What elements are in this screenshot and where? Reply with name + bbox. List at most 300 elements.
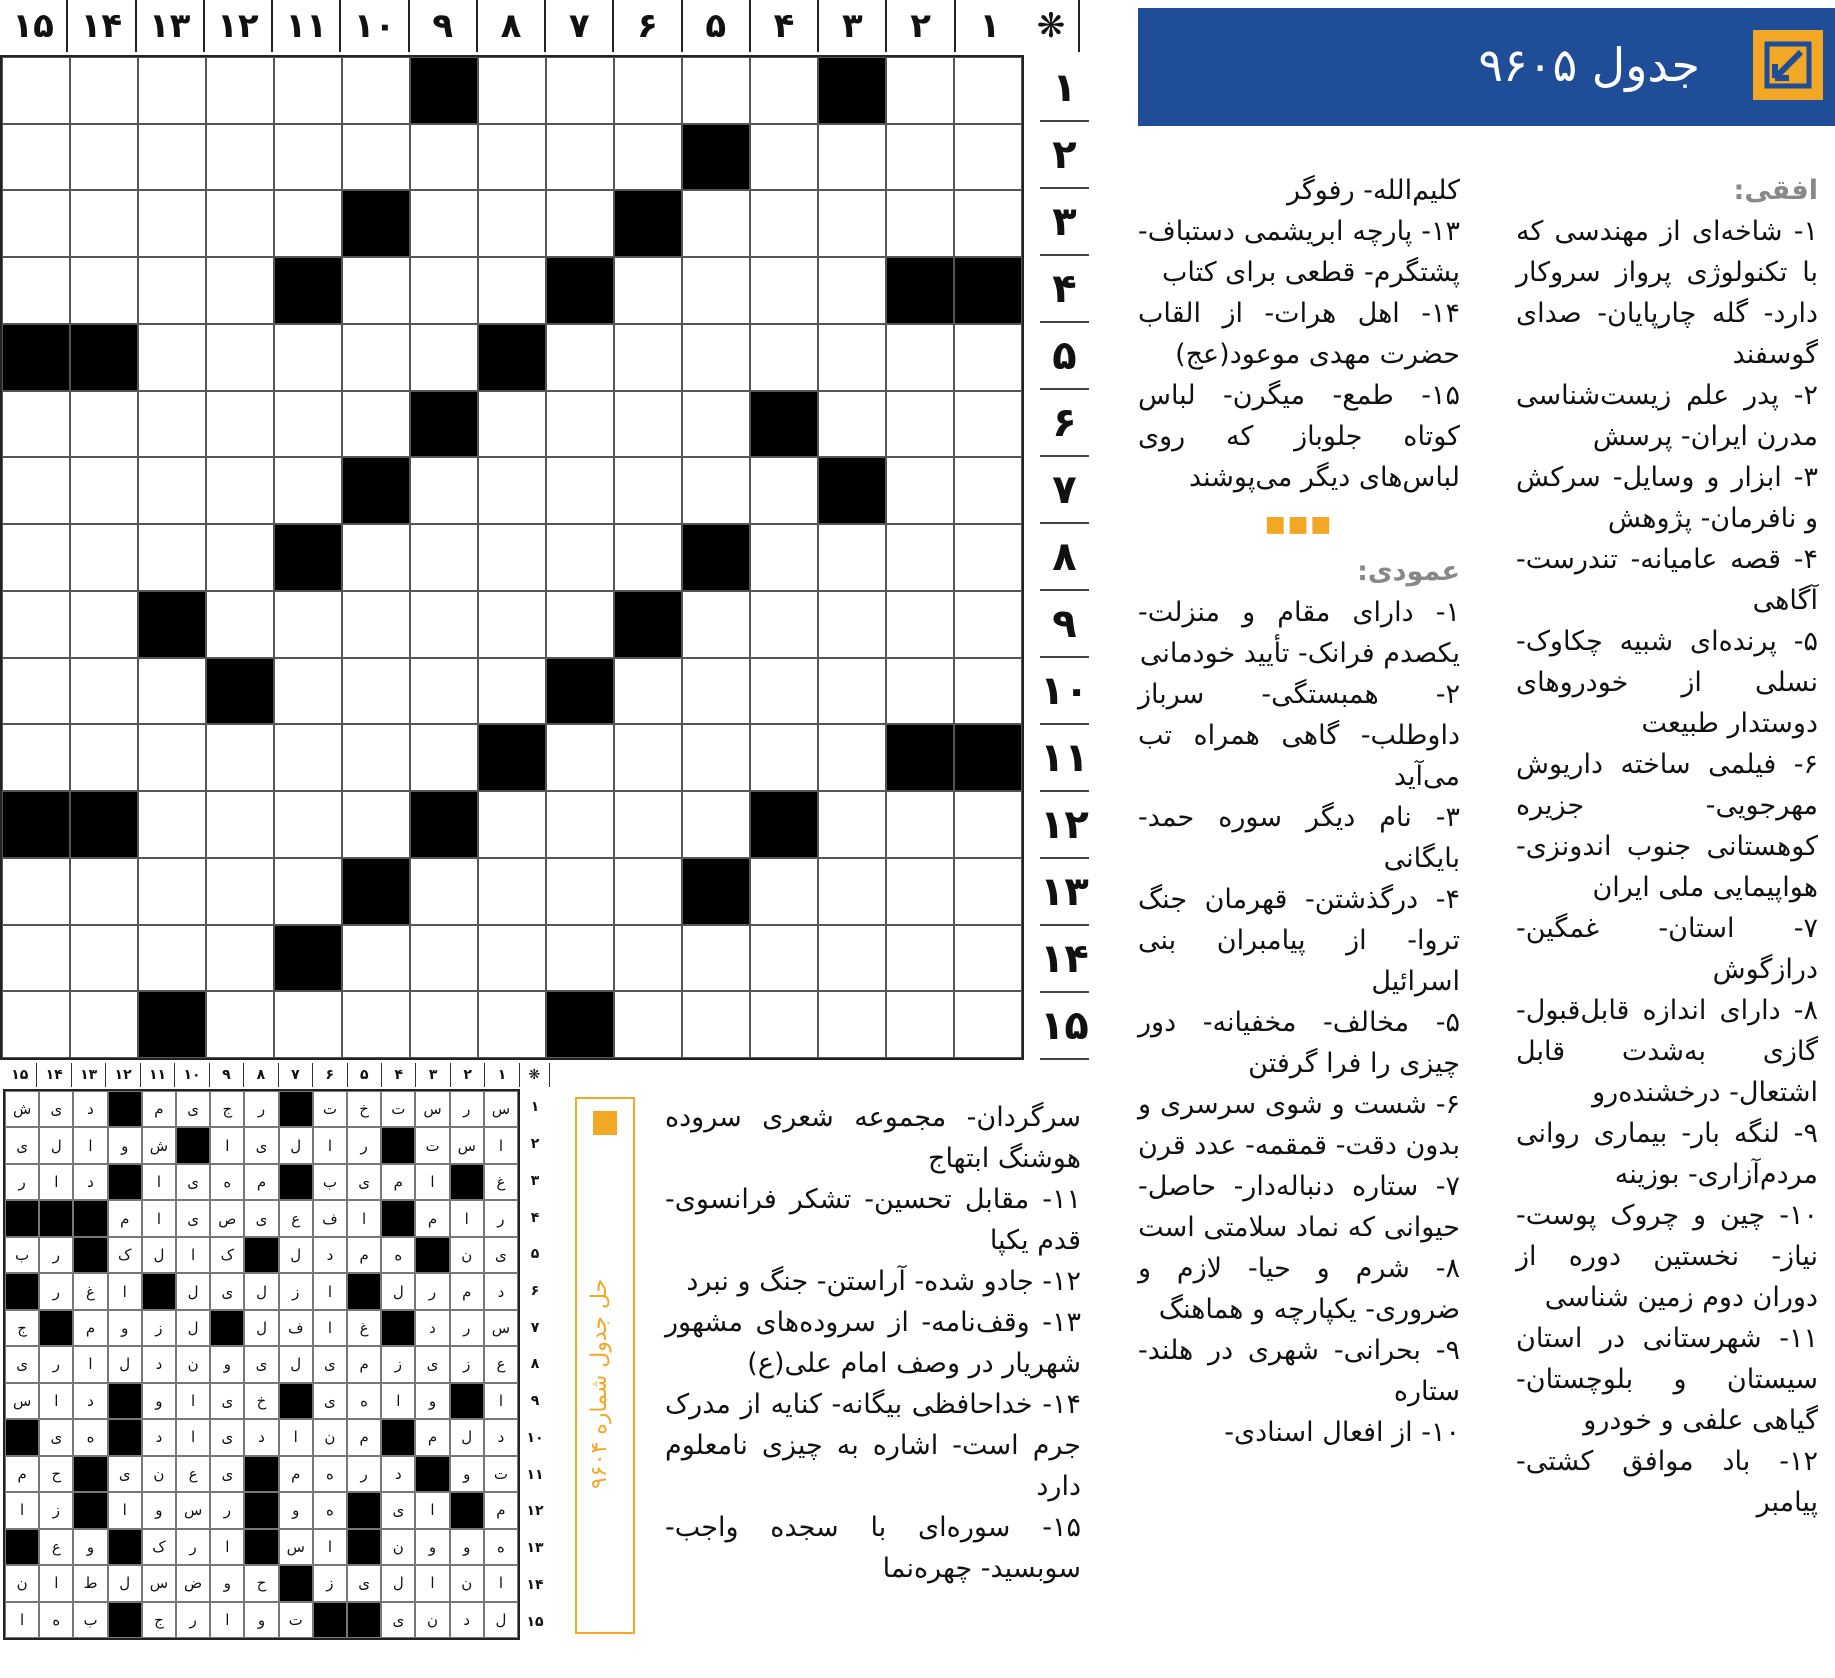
row-number: ۱۳ xyxy=(1040,859,1089,926)
grid-cell[interactable] xyxy=(954,925,1022,992)
solution-cell: ل xyxy=(244,1310,278,1346)
solution-cell: ب xyxy=(73,1602,107,1638)
solution-cell: ل xyxy=(381,1273,415,1309)
grid-cell[interactable] xyxy=(614,324,682,391)
solution-cell: ط xyxy=(73,1565,107,1601)
grid-cell[interactable] xyxy=(546,925,614,992)
grid-cell[interactable] xyxy=(70,925,138,992)
grid-cell[interactable] xyxy=(546,858,614,925)
solution-cell: ا xyxy=(142,1200,176,1236)
grid-cell[interactable] xyxy=(138,57,206,124)
grid-cell[interactable] xyxy=(818,724,886,791)
grid-cell[interactable] xyxy=(274,190,342,257)
black-cell xyxy=(2,324,70,391)
solution-column-number: ۱۴ xyxy=(37,1063,71,1087)
grid-cell[interactable] xyxy=(70,991,138,1058)
solution-cell: ر xyxy=(39,1273,73,1309)
grid-cell[interactable] xyxy=(750,658,818,725)
solution-cell: ی xyxy=(381,1602,415,1638)
grid-cell[interactable] xyxy=(886,925,954,992)
grid-cell[interactable] xyxy=(818,925,886,992)
grid-cell[interactable] xyxy=(546,391,614,458)
row-number: ۶ xyxy=(1040,390,1089,457)
grid-cell[interactable] xyxy=(614,658,682,725)
grid-cell[interactable] xyxy=(750,591,818,658)
grid-cell[interactable] xyxy=(410,858,478,925)
solution-cell: ر xyxy=(39,1237,73,1273)
grid-cell[interactable] xyxy=(274,591,342,658)
grid-cell[interactable] xyxy=(954,190,1022,257)
grid-cell[interactable] xyxy=(954,658,1022,725)
grid-cell[interactable] xyxy=(954,591,1022,658)
grid-cell[interactable] xyxy=(206,324,274,391)
column-number: ۱۲ xyxy=(205,0,273,52)
solution-cell: ش xyxy=(142,1127,176,1163)
grid-cell[interactable] xyxy=(478,858,546,925)
grid-cell[interactable] xyxy=(138,391,206,458)
puzzle-header xyxy=(1138,8,1835,126)
grid-cell[interactable] xyxy=(546,791,614,858)
black-cell xyxy=(546,658,614,725)
grid-cell[interactable] xyxy=(954,457,1022,524)
solution-column-number: ۱۳ xyxy=(72,1063,106,1087)
column-number: ۱ xyxy=(979,6,1001,46)
grid-cell[interactable] xyxy=(886,57,954,124)
grid-cell[interactable] xyxy=(70,457,138,524)
grid-cell[interactable] xyxy=(342,124,410,191)
solution-black-cell xyxy=(279,1565,313,1601)
solution-cell: و xyxy=(415,1529,449,1565)
grid-cell[interactable] xyxy=(750,858,818,925)
grid-cell[interactable] xyxy=(206,791,274,858)
solution-cell: ن xyxy=(176,1346,210,1382)
solution-cell: س xyxy=(142,1565,176,1601)
clue: ۵- پرنده‌ای شبیه چکاوک- نسلی از خودروهای دوستدار طبیعت xyxy=(1516,626,1818,739)
grid-cell[interactable] xyxy=(546,724,614,791)
grid-cell[interactable] xyxy=(410,124,478,191)
grid-cell[interactable] xyxy=(2,457,70,524)
grid-cell[interactable] xyxy=(138,124,206,191)
grid-cell[interactable] xyxy=(70,591,138,658)
grid-cell[interactable] xyxy=(750,991,818,1058)
grid-cell[interactable] xyxy=(682,591,750,658)
solution-cell: س xyxy=(484,1091,518,1127)
solution-cell: ا xyxy=(5,1492,39,1528)
solution-cell: ر xyxy=(244,1091,278,1127)
grid-cell[interactable] xyxy=(342,591,410,658)
grid-cell[interactable] xyxy=(138,858,206,925)
grid-cell[interactable] xyxy=(614,925,682,992)
grid-cell[interactable] xyxy=(886,324,954,391)
solution-cell: ر xyxy=(415,1273,449,1309)
grid-cell[interactable] xyxy=(954,324,1022,391)
grid-cell[interactable] xyxy=(886,791,954,858)
solution-cell: ی xyxy=(210,1456,244,1492)
grid-cell[interactable] xyxy=(818,257,886,324)
solution-black-cell xyxy=(108,1383,142,1419)
grid-cell[interactable] xyxy=(206,858,274,925)
grid-cell[interactable] xyxy=(614,524,682,591)
grid-cell[interactable] xyxy=(274,658,342,725)
grid-cell[interactable] xyxy=(138,324,206,391)
grid-cell[interactable] xyxy=(478,591,546,658)
solution-cell: ل xyxy=(279,1237,313,1273)
solution-cell: و xyxy=(73,1529,107,1565)
across-heading: افقی: xyxy=(1733,175,1818,206)
column-number: ❋ xyxy=(1024,0,1080,52)
grid-cell[interactable] xyxy=(206,257,274,324)
solution-cell: م xyxy=(142,1091,176,1127)
solution-cell: م xyxy=(347,1237,381,1273)
grid-cell[interactable] xyxy=(342,925,410,992)
solution-column-number: ۱۰ xyxy=(175,1063,209,1087)
solution-cell: ا xyxy=(210,1602,244,1638)
grid-cell[interactable] xyxy=(682,724,750,791)
solution-cell: م xyxy=(244,1164,278,1200)
clue: ۱۰- از افعال اسنادی- xyxy=(1224,1417,1460,1448)
solution-cell: ج xyxy=(5,1310,39,1346)
grid-cell[interactable] xyxy=(342,391,410,458)
grid-cell[interactable] xyxy=(478,124,546,191)
solution-black-cell xyxy=(108,1529,142,1565)
grid-cell[interactable] xyxy=(682,658,750,725)
grid-cell[interactable] xyxy=(70,524,138,591)
grid-cell[interactable] xyxy=(2,658,70,725)
solution-cell: ل xyxy=(381,1565,415,1601)
solution-black-cell xyxy=(279,1164,313,1200)
black-cell xyxy=(410,57,478,124)
grid-cell[interactable] xyxy=(410,190,478,257)
solution-black-cell xyxy=(210,1310,244,1346)
grid-cell[interactable] xyxy=(818,791,886,858)
grid-cell[interactable] xyxy=(478,391,546,458)
grid-cell[interactable] xyxy=(682,925,750,992)
solution-cell: غ xyxy=(347,1310,381,1346)
grid-cell[interactable] xyxy=(546,524,614,591)
solution-cell: ا xyxy=(313,1529,347,1565)
grid-cell[interactable] xyxy=(682,391,750,458)
clue: ۹- بحرانی- شهری در هلند- ستاره xyxy=(1138,1335,1460,1407)
grid-cell[interactable] xyxy=(2,724,70,791)
solution-cell: ی xyxy=(5,1127,39,1163)
grid-cell[interactable] xyxy=(206,925,274,992)
grid-cell[interactable] xyxy=(886,991,954,1058)
solution-grid xyxy=(3,1089,520,1640)
grid-cell[interactable] xyxy=(886,591,954,658)
solution-cell: ه xyxy=(347,1383,381,1419)
grid-cell[interactable] xyxy=(274,858,342,925)
grid-cell[interactable] xyxy=(546,57,614,124)
grid-cell[interactable] xyxy=(682,791,750,858)
solution-label: حل جدول شماره ۹۶۰۴ xyxy=(587,1278,612,1490)
solution-black-cell xyxy=(415,1456,449,1492)
solution-cell: ع xyxy=(39,1529,73,1565)
grid-cell[interactable] xyxy=(818,858,886,925)
grid-cell[interactable] xyxy=(546,190,614,257)
solution-cell: ل xyxy=(142,1237,176,1273)
small-logo-icon xyxy=(593,1111,617,1135)
grid-cell[interactable] xyxy=(954,57,1022,124)
grid-cell[interactable] xyxy=(138,791,206,858)
grid-cell[interactable] xyxy=(954,858,1022,925)
grid-cell[interactable] xyxy=(818,391,886,458)
grid-cell[interactable] xyxy=(2,858,70,925)
grid-cell[interactable] xyxy=(2,190,70,257)
grid-cell[interactable] xyxy=(70,724,138,791)
crossword-grid[interactable] xyxy=(0,55,1024,1060)
grid-cell[interactable] xyxy=(2,124,70,191)
grid-cell[interactable] xyxy=(614,257,682,324)
black-cell xyxy=(682,124,750,191)
clue: ۱۵- سوره‌ای با سجده واجب- سوبسید- چهره‌نما xyxy=(665,1512,1081,1584)
clue: ۶- فیلمی ساخته داریوش مهرجویی- جزیره کوهستانی جنوب اندونزی- هواپیمایی ملی ایران xyxy=(1516,749,1818,903)
grid-cell[interactable] xyxy=(682,324,750,391)
grid-cell[interactable] xyxy=(682,190,750,257)
grid-cell[interactable] xyxy=(138,724,206,791)
grid-cell[interactable] xyxy=(818,124,886,191)
grid-cell[interactable] xyxy=(138,457,206,524)
solution-cell: ز xyxy=(450,1346,484,1382)
grid-cell[interactable] xyxy=(274,324,342,391)
grid-cell[interactable] xyxy=(886,190,954,257)
grid-cell[interactable] xyxy=(954,391,1022,458)
grid-cell[interactable] xyxy=(818,524,886,591)
grid-cell[interactable] xyxy=(886,391,954,458)
grid-cell[interactable] xyxy=(750,257,818,324)
grid-cell[interactable] xyxy=(410,324,478,391)
grid-cell[interactable] xyxy=(886,858,954,925)
grid-cell[interactable] xyxy=(410,658,478,725)
grid-cell[interactable] xyxy=(886,524,954,591)
grid-cell[interactable] xyxy=(2,925,70,992)
solution-black-cell xyxy=(347,1529,381,1565)
grid-cell[interactable] xyxy=(818,991,886,1058)
grid-cell[interactable] xyxy=(206,124,274,191)
grid-cell[interactable] xyxy=(478,925,546,992)
grid-cell[interactable] xyxy=(274,391,342,458)
solution-cell: ل xyxy=(279,1127,313,1163)
grid-cell[interactable] xyxy=(614,391,682,458)
grid-cell[interactable] xyxy=(614,991,682,1058)
grid-cell[interactable] xyxy=(478,524,546,591)
grid-cell[interactable] xyxy=(2,591,70,658)
solution-cell: م xyxy=(381,1164,415,1200)
grid-cell[interactable] xyxy=(614,124,682,191)
grid-cell[interactable] xyxy=(682,57,750,124)
solution-cell: م xyxy=(415,1419,449,1455)
grid-cell[interactable] xyxy=(274,791,342,858)
grid-cell[interactable] xyxy=(954,124,1022,191)
grid-cell[interactable] xyxy=(478,658,546,725)
grid-cell[interactable] xyxy=(886,457,954,524)
grid-cell[interactable] xyxy=(342,658,410,725)
grid-cell[interactable] xyxy=(410,724,478,791)
grid-cell[interactable] xyxy=(478,57,546,124)
grid-cell[interactable] xyxy=(70,190,138,257)
grid-cell[interactable] xyxy=(750,124,818,191)
grid-cell[interactable] xyxy=(274,124,342,191)
grid-cell[interactable] xyxy=(478,457,546,524)
clue: ۲- همبستگی- سرباز داوطلب- گاهی همراه تب می‌آید xyxy=(1138,679,1460,792)
grid-cell[interactable] xyxy=(342,57,410,124)
solution-black-cell xyxy=(108,1419,142,1455)
grid-cell[interactable] xyxy=(342,724,410,791)
grid-cell[interactable] xyxy=(750,724,818,791)
grid-cell[interactable] xyxy=(138,190,206,257)
solution-cell: ر xyxy=(176,1602,210,1638)
grid-cell[interactable] xyxy=(750,190,818,257)
grid-cell[interactable] xyxy=(682,257,750,324)
row-number: ۱۴ xyxy=(1040,926,1089,993)
clue: ۷- استان- غمگین- درازگوش xyxy=(1516,913,1818,985)
solution-black-cell xyxy=(73,1237,107,1273)
grid-cell[interactable] xyxy=(138,524,206,591)
solution-black-cell xyxy=(176,1127,210,1163)
solution-cell: ا xyxy=(415,1492,449,1528)
grid-cell[interactable] xyxy=(410,591,478,658)
grid-cell[interactable] xyxy=(886,124,954,191)
black-cell xyxy=(818,57,886,124)
grid-cell[interactable] xyxy=(342,791,410,858)
solution-black-cell xyxy=(347,1602,381,1638)
solution-cell: م xyxy=(415,1200,449,1236)
grid-cell[interactable] xyxy=(614,457,682,524)
grid-cell[interactable] xyxy=(342,324,410,391)
grid-cell[interactable] xyxy=(342,991,410,1058)
grid-cell[interactable] xyxy=(954,991,1022,1058)
solution-cell: ه xyxy=(313,1456,347,1492)
solution-row-number: ۱ xyxy=(530,1099,540,1116)
grid-cell[interactable] xyxy=(750,925,818,992)
grid-cell[interactable] xyxy=(2,391,70,458)
black-cell xyxy=(410,391,478,458)
grid-cell[interactable] xyxy=(478,257,546,324)
grid-cell[interactable] xyxy=(410,991,478,1058)
grid-cell[interactable] xyxy=(818,324,886,391)
grid-cell[interactable] xyxy=(954,524,1022,591)
grid-cell[interactable] xyxy=(342,257,410,324)
grid-cell[interactable] xyxy=(750,57,818,124)
solution-cell: ه xyxy=(210,1164,244,1200)
grid-cell[interactable] xyxy=(206,190,274,257)
grid-cell[interactable] xyxy=(818,190,886,257)
solution-cell: ا xyxy=(210,1529,244,1565)
clue: ۱۴- خداحافظی بیگانه- کنایه از مدرک جرم است- اشاره به چیزی نامعلوم دارد xyxy=(665,1389,1081,1502)
grid-cell[interactable] xyxy=(70,391,138,458)
solution-cell: ی xyxy=(210,1383,244,1419)
grid-cell[interactable] xyxy=(750,324,818,391)
solution-cell: و xyxy=(142,1492,176,1528)
grid-cell[interactable] xyxy=(614,791,682,858)
grid-cell[interactable] xyxy=(750,524,818,591)
solution-black-cell xyxy=(347,1492,381,1528)
grid-cell[interactable] xyxy=(138,925,206,992)
solution-black-cell xyxy=(73,1200,107,1236)
grid-cell[interactable] xyxy=(70,257,138,324)
solution-cell: ا xyxy=(39,1383,73,1419)
grid-cell[interactable] xyxy=(342,524,410,591)
solution-cell: ی xyxy=(210,1419,244,1455)
grid-cell[interactable] xyxy=(70,57,138,124)
grid-cell[interactable] xyxy=(206,524,274,591)
clue: ۷- ستاره دنباله‌دار- حاصل- حیوانی که نماد سلامتی است xyxy=(1138,1171,1460,1243)
grid-cell[interactable] xyxy=(2,991,70,1058)
clues-column-2 xyxy=(1138,170,1460,1453)
grid-cell[interactable] xyxy=(274,457,342,524)
grid-cell[interactable] xyxy=(546,591,614,658)
grid-cell[interactable] xyxy=(410,925,478,992)
grid-cell[interactable] xyxy=(410,524,478,591)
grid-cell[interactable] xyxy=(478,791,546,858)
solution-black-cell xyxy=(347,1273,381,1309)
solution-cell: س xyxy=(176,1492,210,1528)
solution-cell: ی xyxy=(39,1091,73,1127)
solution-cell: س xyxy=(415,1091,449,1127)
solution-cell: ا xyxy=(176,1419,210,1455)
grid-cell[interactable] xyxy=(70,658,138,725)
grid-cell[interactable] xyxy=(274,991,342,1058)
grid-cell[interactable] xyxy=(886,658,954,725)
grid-cell[interactable] xyxy=(614,57,682,124)
black-cell xyxy=(274,925,342,992)
grid-cell[interactable] xyxy=(818,591,886,658)
grid-cell[interactable] xyxy=(478,190,546,257)
grid-cell[interactable] xyxy=(206,457,274,524)
grid-cell[interactable] xyxy=(2,524,70,591)
grid-cell[interactable] xyxy=(750,457,818,524)
solution-column-number: ۴ xyxy=(382,1063,416,1087)
grid-cell[interactable] xyxy=(954,791,1022,858)
grid-cell[interactable] xyxy=(274,57,342,124)
grid-cell[interactable] xyxy=(206,991,274,1058)
grid-cell[interactable] xyxy=(682,991,750,1058)
grid-cell[interactable] xyxy=(206,724,274,791)
solution-cell: ی xyxy=(381,1492,415,1528)
grid-cell[interactable] xyxy=(2,257,70,324)
clue: ۹- لنگه بار- بیماری روانی مردم‌آزاری- بوزینه xyxy=(1516,1118,1818,1190)
solution-black-cell xyxy=(381,1200,415,1236)
grid-cell[interactable] xyxy=(614,724,682,791)
grid-cell[interactable] xyxy=(546,324,614,391)
solution-cell: خ xyxy=(347,1091,381,1127)
grid-cell[interactable] xyxy=(274,724,342,791)
column-number: ۷ xyxy=(546,0,614,52)
grid-cell[interactable] xyxy=(138,257,206,324)
clue: سرگردان- مجموعه شعری سروده هوشنگ ابتهاج xyxy=(665,1102,1081,1174)
column-number: ۳ xyxy=(819,0,887,52)
grid-cell[interactable] xyxy=(206,391,274,458)
grid-cell[interactable] xyxy=(682,457,750,524)
solution-cell: ب xyxy=(313,1164,347,1200)
solution-cell: ا xyxy=(313,1127,347,1163)
grid-cell[interactable] xyxy=(410,457,478,524)
grid-cell[interactable] xyxy=(546,457,614,524)
grid-cell[interactable] xyxy=(2,57,70,124)
grid-cell[interactable] xyxy=(818,658,886,725)
grid-cell[interactable] xyxy=(206,57,274,124)
grid-cell[interactable] xyxy=(70,124,138,191)
clue: ۱۱- شهرستانی در استان سیستان و بلوچستان- گیاهی علفی و خودرو xyxy=(1516,1323,1818,1436)
grid-cell[interactable] xyxy=(206,591,274,658)
grid-cell[interactable] xyxy=(546,124,614,191)
grid-cell[interactable] xyxy=(410,257,478,324)
grid-cell[interactable] xyxy=(70,858,138,925)
grid-cell[interactable] xyxy=(478,991,546,1058)
solution-row-number: ۸ xyxy=(530,1356,540,1373)
solution-cell: ی xyxy=(176,1164,210,1200)
grid-cell[interactable] xyxy=(614,858,682,925)
grid-cell[interactable] xyxy=(138,658,206,725)
